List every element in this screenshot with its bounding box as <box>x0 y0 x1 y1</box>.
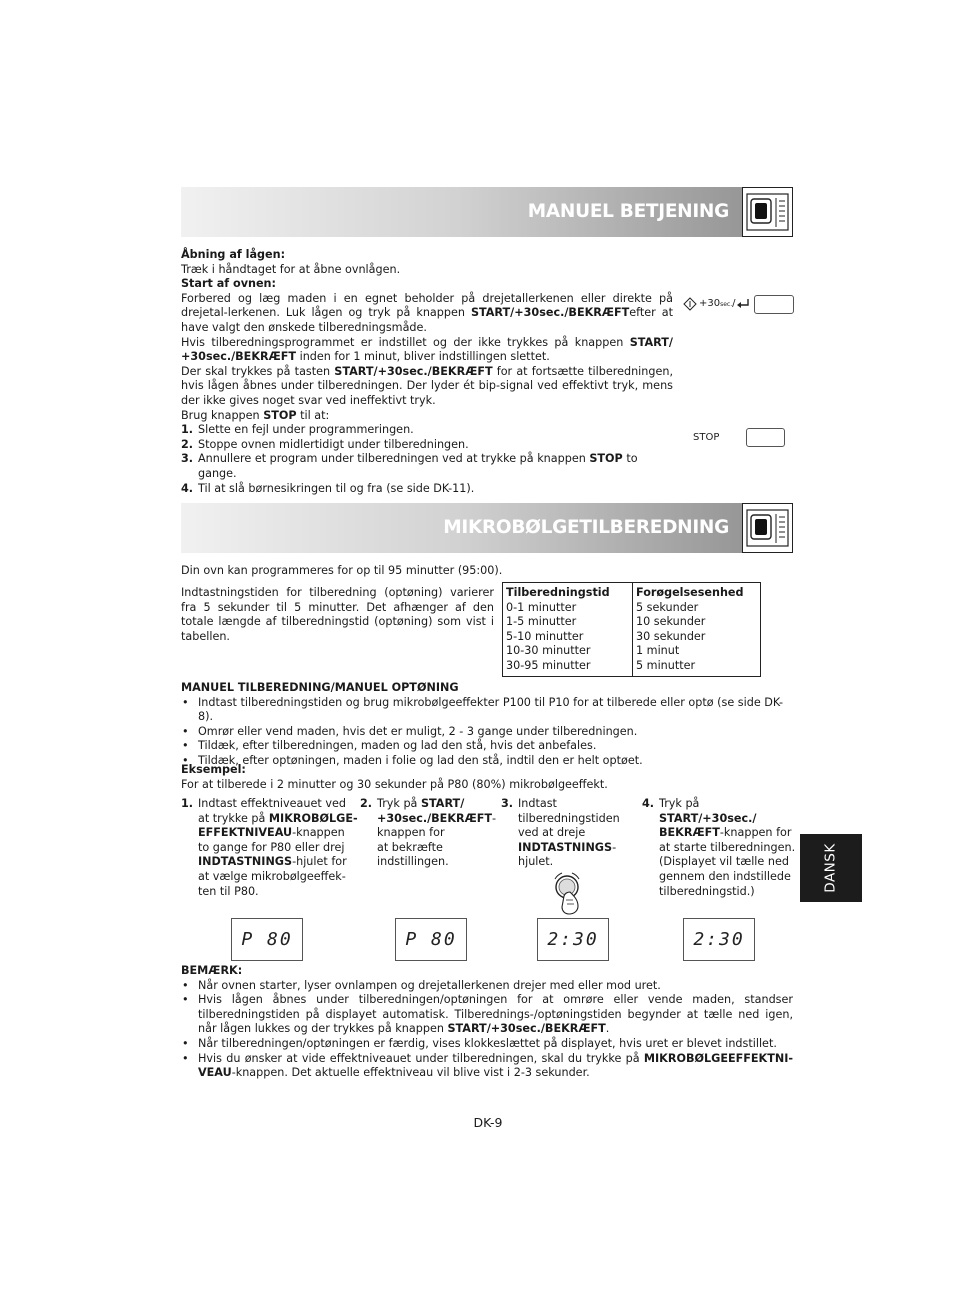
microwave-icon <box>742 503 793 553</box>
column-header: Tilberedningstid <box>503 583 633 601</box>
list-item: 2. Stoppe ovnen midlertidigt under tilberedningen. <box>181 437 469 451</box>
stop-uses-list <box>181 423 673 496</box>
start-diamond-icon <box>683 297 697 311</box>
enter-arrow-icon <box>736 298 750 310</box>
entry-dial-icon <box>550 870 588 916</box>
lcd-display: P 80 <box>395 918 467 961</box>
table-row <box>503 630 761 645</box>
manual-operation-text <box>181 248 673 496</box>
paragraph-timeout: Hvis tilberedningsprogrammet er indstillet og der ikke trykkes på knappen START/ +30sec./BEKRÆFT inden for 1 minut, bliver indstillingen slettet. <box>181 335 673 364</box>
start-button[interactable] <box>754 295 794 314</box>
table-cell: 0-1 minutter <box>503 601 633 616</box>
list-item: 1. Slette en fejl under programmeringen. <box>181 423 414 437</box>
manual-cooking-heading: MANUEL TILBEREDNING/MANUEL OPTØNING <box>181 681 459 694</box>
lcd-display: P 80 <box>231 918 303 961</box>
section-header-manual <box>181 187 793 237</box>
start-button-label: +30 sec. / <box>683 296 750 312</box>
list-item: • Når tilberedningen/optøningen er færdig, vises klokkeslættet på displayet, hvis uret er blevet indstillet. <box>181 1037 793 1052</box>
language-tab <box>800 834 862 902</box>
table-row <box>503 644 761 659</box>
section-header-microwave <box>181 503 793 553</box>
table-cell: 1-5 minutter <box>503 615 633 630</box>
manual-cooking-block <box>181 681 793 769</box>
page-number: DK-9 <box>473 1115 503 1130</box>
table-cell: 10-30 minutter <box>503 644 633 659</box>
paragraph-continue: Der skal trykkes på tasten START/+30sec./BEKRÆFT for at fortsætte tilberedningen, hvis lågen åbnes under tilberedningen. Der lyder ét bip-signal ved effektivt tryk, mens der ikke gives noget svar ved ineffektivt tryk. <box>181 364 673 407</box>
list-item: • Omrør eller vend maden, hvis det er muligt, 2 - 3 gange under tilberedningen. <box>181 725 793 740</box>
stop-button[interactable] <box>746 428 785 447</box>
language-tab-label: DANSK <box>822 843 839 893</box>
table-cell: 1 minut <box>636 644 680 658</box>
example-heading: Eksempel: <box>181 763 246 776</box>
table-cell: 5 sekunder <box>636 600 699 614</box>
paragraph-stop: Brug knappen STOP til at: <box>181 408 330 422</box>
table-description: Indtastningstiden for tilberedning (optøning) varierer fra 5 sekunder til 5 minutter. Det afhænger af den totale længde af tilberedningstid (optøning) som vist i tabellen. <box>181 586 494 643</box>
heading-door-opening: Åbning af lågen: <box>181 248 286 261</box>
section-title: MIKROBØLGETILBEREDNING <box>443 517 729 538</box>
table-row <box>503 659 761 676</box>
list-item: • Hvis lågen åbnes under tilberedningen/optøningen for at omrøre eller vende maden, standser tilberedningstiden på displayet automatisk. Tilberednings-/optøningstiden begynder at tælle ned igen, når lågen lukkes og der trykkes på knappen START/+30sec./BEKRÆFT. <box>181 993 793 1037</box>
table-cell: 30 sekunder <box>636 629 706 643</box>
increment-table <box>502 582 761 677</box>
list-item: 3. Annullere et program under tilberedningen ved at trykke på knappen STOP to gange. <box>181 452 638 480</box>
list-item: • Indtast tilberedningstiden og brug mikrobølgeeffekter P100 til P10 for at tilberede eller optø (se side DK-8). <box>181 696 793 725</box>
lcd-display: 2:30 <box>683 918 755 961</box>
intro-text: Din ovn kan programmeres for op til 95 minutter (95:00). <box>181 564 503 577</box>
example-block <box>181 763 793 792</box>
stop-button-label: STOP <box>693 432 720 443</box>
door-opening-text: Træk i håndtaget for at åbne ovnlågen. <box>181 262 401 276</box>
table-cell: 30-95 minutter <box>503 659 633 676</box>
notes-heading: BEMÆRK: <box>181 964 243 977</box>
heading-start-oven: Start af ovnen: <box>181 277 276 291</box>
table-row <box>503 601 761 616</box>
lcd-display: 2:30 <box>537 918 609 961</box>
table-header-row <box>503 583 761 601</box>
list-item: • Når ovnen starter, lyser ovnlampen og drejetallerkenen drejer med eller mod uret. <box>181 979 793 994</box>
list-item: • Tildæk, efter optøningen, maden i folie og lad den stå, indtil den er helt optøet. <box>181 754 793 769</box>
microwave-icon <box>742 187 793 237</box>
section-title: MANUEL BETJENING <box>527 201 729 222</box>
table-row <box>503 615 761 630</box>
notes-list <box>181 979 793 1081</box>
column-header: Forøgelsesenhed <box>636 586 744 599</box>
list-item: • Hvis du ønsker at vide effektniveauet under tilberedningen, skal du trykke på MIKROBØLGEEFFEKTNI-VEAU-knappen. Det aktuelle effektniveau vil blive vist i 2-3 sekunder. <box>181 1052 793 1081</box>
list-item: • Tildæk, efter tilberedningen, maden og lad den stå, hvis det anbefales. <box>181 739 793 754</box>
table-cell: 5-10 minutter <box>503 630 633 645</box>
example-text: For at tilberede i 2 minutter og 30 sekunder på P80 (80%) mikrobølgeeffekt. <box>181 777 608 791</box>
notes-block <box>181 964 793 1081</box>
list-item: 4. Til at slå børnesikringen til og fra (se side DK-11). <box>181 481 475 495</box>
table-cell: 5 minutter <box>636 658 696 672</box>
table-cell: 10 sekunder <box>636 615 706 629</box>
manual-cooking-list <box>181 696 793 769</box>
paragraph-start: Forbered og læg maden i en egnet beholder på drejetallerkenen eller direkte på drejetal-lerkenen. Luk lågen og tryk på knappen START/+30sec./BEKRÆFTefter at have valgt den ønskede tilberedningsmåde. <box>181 291 673 334</box>
